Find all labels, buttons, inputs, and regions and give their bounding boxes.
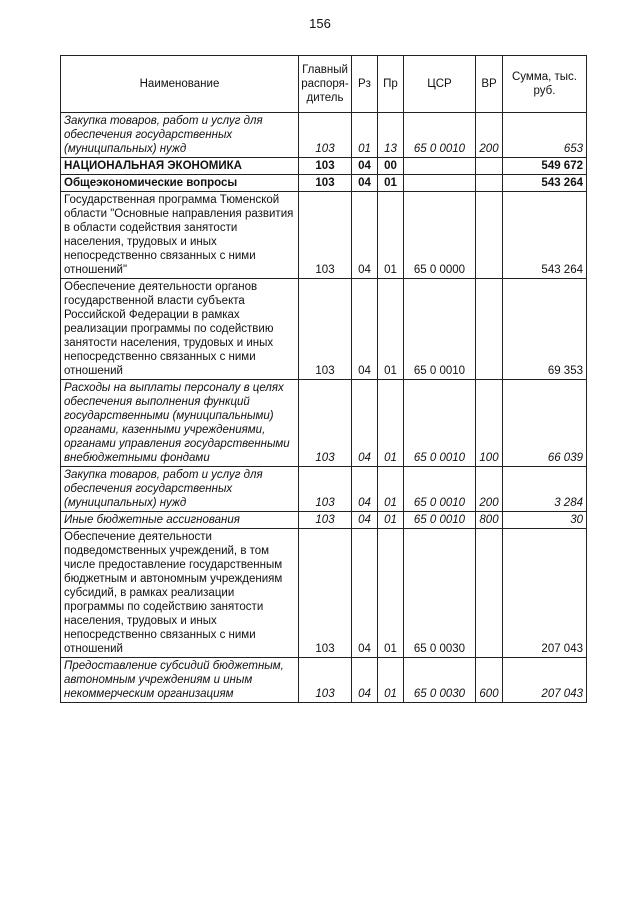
row-gr: 103 [299, 175, 352, 192]
row-name: Предоставление субсидий бюджетным, автономным учреждениям и иным некоммерческим организациям [61, 658, 299, 703]
row-sum: 66 039 [503, 380, 587, 467]
table-row [61, 467, 587, 512]
row-csr: 65 0 0010 [404, 113, 476, 158]
row-sum: 653 [503, 113, 587, 158]
row-rz: 01 [352, 113, 378, 158]
row-gr: 103 [299, 192, 352, 279]
row-vr [476, 279, 503, 380]
row-vr: 600 [476, 658, 503, 703]
row-gr: 103 [299, 467, 352, 512]
row-csr: 65 0 0010 [404, 380, 476, 467]
row-gr: 103 [299, 658, 352, 703]
row-rz: 04 [352, 467, 378, 512]
row-sum: 543 264 [503, 175, 587, 192]
row-sum: 549 672 [503, 158, 587, 175]
table-row [61, 529, 587, 658]
row-vr [476, 158, 503, 175]
table-row [61, 113, 587, 158]
row-pr: 01 [378, 512, 404, 529]
table-row [61, 380, 587, 467]
row-vr: 800 [476, 512, 503, 529]
row-sum: 69 353 [503, 279, 587, 380]
row-sum: 3 284 [503, 467, 587, 512]
header-main-manager: Главный распоря-дитель [299, 56, 352, 113]
row-rz: 04 [352, 279, 378, 380]
table-row [61, 158, 587, 175]
row-vr: 200 [476, 113, 503, 158]
header-rz: Рз [352, 56, 378, 113]
row-pr: 01 [378, 380, 404, 467]
table-row [61, 512, 587, 529]
table-row [61, 658, 587, 703]
row-csr: 65 0 0010 [404, 467, 476, 512]
row-name: Закупка товаров, работ и услуг для обеспечения государственных (муниципальных) нужд [61, 113, 299, 158]
row-gr: 103 [299, 512, 352, 529]
row-csr: 65 0 0000 [404, 192, 476, 279]
row-csr [404, 175, 476, 192]
table-header-row [61, 56, 587, 113]
row-pr: 01 [378, 658, 404, 703]
row-name: Общеэкономические вопросы [61, 175, 299, 192]
row-rz: 04 [352, 380, 378, 467]
row-gr: 103 [299, 529, 352, 658]
row-rz: 04 [352, 158, 378, 175]
row-rz: 04 [352, 192, 378, 279]
header-name: Наименование [61, 56, 299, 113]
row-sum: 207 043 [503, 529, 587, 658]
row-gr: 103 [299, 380, 352, 467]
header-vr: ВР [476, 56, 503, 113]
row-vr [476, 192, 503, 279]
row-gr: 103 [299, 279, 352, 380]
row-name: Расходы на выплаты персоналу в целях обеспечения выполнения функций государственными (муниципальными) органами, казенными учреждениями, органами управления государственными внебюджетными фондами [61, 380, 299, 467]
row-csr: 65 0 0030 [404, 529, 476, 658]
page-number: 156 [309, 16, 331, 31]
row-name: НАЦИОНАЛЬНАЯ ЭКОНОМИКА [61, 158, 299, 175]
row-rz: 04 [352, 529, 378, 658]
row-rz: 04 [352, 175, 378, 192]
row-name: Закупка товаров, работ и услуг для обеспечения государственных (муниципальных) нужд [61, 467, 299, 512]
row-name: Государственная программа Тюменской области "Основные направления развития в области содействия занятости населения, трудовых и иных непосредственно связанных с ними отношений" [61, 192, 299, 279]
row-pr: 01 [378, 529, 404, 658]
row-pr: 01 [378, 192, 404, 279]
header-csr: ЦСР [404, 56, 476, 113]
row-name: Иные бюджетные ассигнования [61, 512, 299, 529]
row-vr: 200 [476, 467, 503, 512]
row-csr: 65 0 0010 [404, 512, 476, 529]
row-gr: 103 [299, 113, 352, 158]
header-pr: Пр [378, 56, 404, 113]
row-csr: 65 0 0010 [404, 279, 476, 380]
table-row [61, 279, 587, 380]
row-pr: 01 [378, 175, 404, 192]
row-sum: 543 264 [503, 192, 587, 279]
table-row [61, 175, 587, 192]
row-csr: 65 0 0030 [404, 658, 476, 703]
row-csr [404, 158, 476, 175]
row-name: Обеспечение деятельности органов государственной власти субъекта Российской Федерации в рамках реализации программы по содействию занятости населения, трудовых и иных непосредственно связанных с ними отношений [61, 279, 299, 380]
table-row [61, 192, 587, 279]
row-rz: 04 [352, 512, 378, 529]
row-name: Обеспечение деятельности подведомственных учреждений, в том числе предоставление государственным бюджетным и автономным учреждениям субсидий, в рамках реализации программы по содействию занятости населения, трудовых и иных непосредственно связанных с ними отношений [61, 529, 299, 658]
row-pr: 13 [378, 113, 404, 158]
row-rz: 04 [352, 658, 378, 703]
row-vr [476, 529, 503, 658]
budget-table [60, 55, 587, 703]
row-vr [476, 175, 503, 192]
row-gr: 103 [299, 158, 352, 175]
row-pr: 01 [378, 467, 404, 512]
row-pr: 00 [378, 158, 404, 175]
row-sum: 30 [503, 512, 587, 529]
row-pr: 01 [378, 279, 404, 380]
row-sum: 207 043 [503, 658, 587, 703]
row-vr: 100 [476, 380, 503, 467]
header-sum: Сумма, тыс. руб. [503, 56, 587, 113]
